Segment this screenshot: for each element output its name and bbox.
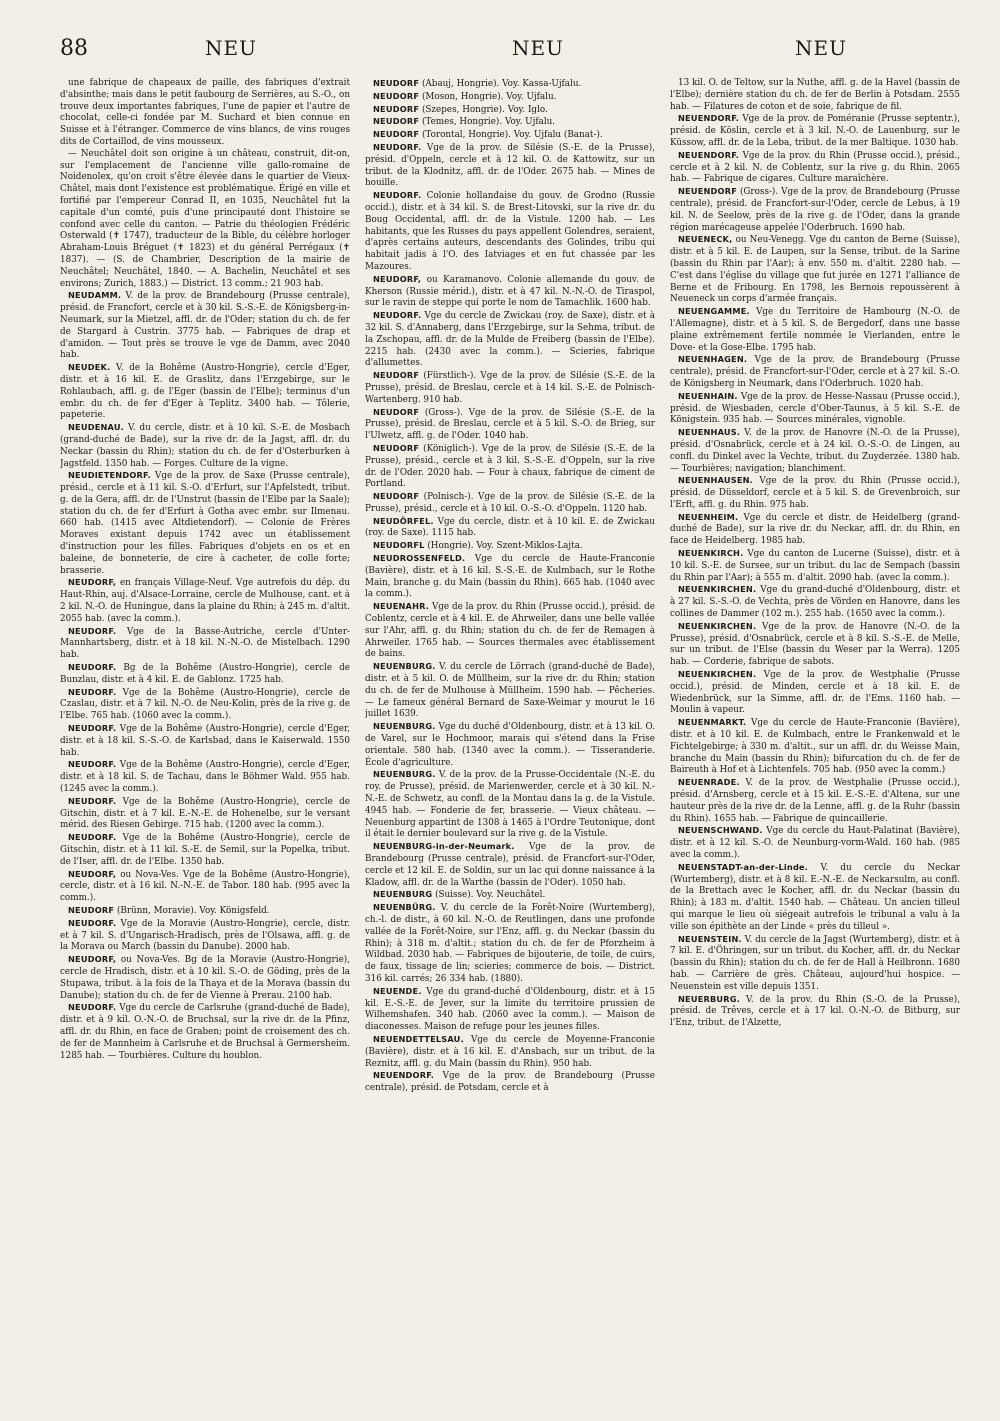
entry-text: V. de la prov. de la Prusse-Occidentale (N.-E. du roy. de Prusse), présid. de Marienwerder, cercle et à 30 kil. N.-N.-E. de Schwetz, au confl. de la Montau dans la g. de la Vistule. 4945 hab. — Fonderie de fer, brasserie. — Vieux château. — Neuenburg appartint de 1308 à 1465 à l'Ordre Teutonique, dont il était le dernier boulevard sur la rive g. de la Vistule. <box>365 770 655 840</box>
entry-text: Vge du Territoire de Hambourg (N.-O. de l'Allemagne), distr. et à 5 kil. S. de Bergedorf, dans une basse plaine extrêmement fertile nommée le Vierlanden, entre le Dove- et la Gose-Elbe. 1795 hab. <box>670 307 960 353</box>
entry-text: V. de la Bohême (Austro-Hongrie), cercle d'Eger, distr. et à 16 kil. E. de Graslitz, dans l'Erzgebirge, sur le Rohlaubach, affl. g. de l'Eger (bassin de l'Elbe); terminus d'un embr. du ch. de fer d'Eger à Teplitz. 3400 hab. — Tôlerie, papeterie. <box>60 363 350 421</box>
entry-text: Vge du cercle du Haut-Palatinat (Bavière), distr. et à 12 kil. S.-O. de Neunburg-vorm-Wald. 160 hab. (985 avec la comm.). <box>670 826 960 860</box>
dictionary-entry <box>60 78 350 149</box>
entry-headword: NEUDORF. <box>373 141 422 152</box>
dictionary-entry <box>365 274 655 310</box>
dictionary-entry <box>670 186 960 234</box>
entry-text: (Torontal, Hongrie). Voy. Ujfalu (Banat-). <box>421 130 603 141</box>
entry-text: Vge du cercle de Haute-Franconie (Bavière), distr. et à 10 kil. E. de Kulmbach, entre le Frankenwald et le Fichtelgebirge; à 330 m. d'altit., sur un affl. dr. du Weisse Main, branche du Main (bassin du Rhin); bifurcation du ch. de fer de Baireuth à Hof et à Lichtenfels. 705 hab. (950 avec la comm.) <box>670 718 960 776</box>
dictionary-entry <box>670 717 960 777</box>
entry-headword: NEUDORF. <box>373 190 422 201</box>
entry-headword: NEUENAHR. <box>373 601 430 612</box>
entry-headword: NEUDORF <box>373 116 420 127</box>
entry-text: (Gross-). Vge de la prov. de Silésie (S.-E. de la Prusse), présid. de Breslau, cercle et à 5 kil. S.-O. de Brieg, sur l'Ulwetz, affl. g. de l'Oder. 1040 hab. <box>365 407 655 442</box>
dictionary-columns <box>60 78 960 1398</box>
entry-headword: NEUENBURG. <box>373 769 436 780</box>
entry-headword: NEUENDORF <box>678 186 737 197</box>
dictionary-entry <box>670 862 960 934</box>
entry-text: Vge de la Bohême (Austro-Hongrie), cercle de Czaslau, distr. et à 7 kil. N.-O. de Neu-Kolin, près de la rive g. de l'Elbe. 765 hab. (1060 avec la comm.). <box>60 687 350 722</box>
dictionary-entry <box>60 422 350 470</box>
entry-headword: NEUENGAMME. <box>678 306 750 317</box>
dictionary-entry <box>365 540 655 553</box>
entry-text: Vge du duché d'Oldenbourg, distr. et à 13 kil. O. de Varel, sur le Hochmoor, marais qui s'étend dans la Frise orientale. 580 hab. (1340 avec la comm.). — Tisseranderie. École d'agriculture. <box>365 722 655 768</box>
dictionary-entry <box>365 310 655 370</box>
entry-headword: NEUDORF. <box>68 917 117 928</box>
entry-headword: NEUDORF. <box>68 832 117 843</box>
entry-text: (Abauj, Hongrie). Voy. Kassa-Ujfalu. <box>421 79 582 89</box>
entry-headword: NEUDÖRFEL. <box>373 515 434 526</box>
dictionary-entry <box>670 234 960 306</box>
dictionary-entry <box>60 832 350 868</box>
entry-headword: NEUDORF <box>373 90 420 101</box>
entry-text: Vge du cercle, distr. et à 10 kil. E. de Zwickau (roy. de Saxe). 1115 hab. <box>365 516 655 539</box>
entry-headword: NEUENBURG-in-der-Neumark. <box>373 841 515 852</box>
entry-text: Vge de la prov. de Brandebourg (Prusse centrale), présid. de Francfort-sur-l'Oder, cercle et 12 kil. E. de Soldin, sur un lac qui donne naissance à la Kladow, affl. dr. de la Warthe (bassin de l'Oder). 1050 hab. <box>365 842 655 888</box>
entry-headword: NEUDORFL <box>373 540 425 551</box>
entry-headword: NEUENSCHWAND. <box>678 825 763 836</box>
entry-text: Vge de la prov. de Westphalie (Prusse occid.), présid. de Minden, cercle et à 18 kil. E. de Wiedenbrück, sur la Simme, affl. dr. de l'Ems. 1160 hab. — Moulin à vapeur. <box>670 670 960 716</box>
dictionary-entry <box>60 470 350 577</box>
running-header <box>60 36 960 76</box>
entry-text: Vge du cercle de Moyenne-Franconie (Bavière), distr. et à 16 kil. E. d'Ansbach, sur un tribut. de la Reznitz, affl. g. du Main (bassin du Rhin). 950 hab. <box>365 1034 655 1069</box>
entry-text: Vge de la prov. du Rhin (Prusse occid.), présid. de Düsseldorf, cercle et à 5 kil. S. de Grevenbroich, sur l'Erft, affl. g. du Rhin. 975 hab. <box>670 476 960 510</box>
entry-text: V. du cercle de Lörrach (grand-duché de Bade), distr. et à 5 kil. O. de Müllheim, sur la rive dr. du Rhin; station du ch. de fer de Mulhouse à Müllheim. 1590 hab. — Pêcheries. — Le fameux général Bernard de Saxe-Weimar y mourut le 16 juillet 1639. <box>365 662 655 720</box>
entry-headword: NEUDORF. <box>68 662 117 673</box>
dictionary-entry <box>365 1034 655 1070</box>
dictionary-entry <box>365 443 655 491</box>
entry-text: Vge de la Moravie (Austro-Hongrie), cercle, distr. et à 7 kil. S. d'Ungarisch-Hradisch, près de l'Olsawa, affl. g. de la Morava ou March (bassin du Danube). 2000 hab. <box>60 918 350 953</box>
dictionary-entry <box>60 362 350 422</box>
entry-text: une fabrique de chapeaux de paille, des fabriques d'extrait d'absinthe; mais dans le petit faubourg de Serrières, au S.-O., on trouve deux importantes fabriques, l'une de papier et l'autre de chocolat, celle-ci fondée par M. Suchard et bien connue en Suisse et à l'étranger. Commerce de vins blancs, de vins rouges dits de Cortaillod, de vins mousseux. <box>60 78 350 147</box>
entry-text: (Suisse). Voy. Neuchâtel. <box>435 890 546 901</box>
entry-text: Vge de la Bohême (Austro-Hongrie), cercle de Gitschin, distr. et à 11 kil. S.-E. de Semil, sur la Popelka, tribut. de l'Iser, affl. dr. de l'Elbe. 1350 hab. <box>60 833 350 867</box>
dictionary-entry <box>365 601 655 661</box>
dictionary-entry <box>60 577 350 625</box>
entry-headword: NEUDEK. <box>68 362 111 373</box>
dictionary-entry <box>670 475 960 511</box>
entry-headword: NEUDORF, <box>373 273 422 284</box>
entry-text: (Temes, Hongrie). Voy. Ujfalu. <box>421 117 556 128</box>
dictionary-entry <box>670 150 960 186</box>
dictionary-entry <box>365 190 655 274</box>
entry-text: Vge de la prov. de Brandebourg (Prusse centrale), présid. de Potsdam, cercle et à <box>365 1071 655 1094</box>
entry-text: V. de la prov. de Westphalie (Prusse occid.), présid. d'Arnsberg, cercle et à 15 kil. E.-S.-E. d'Altena, sur une hauteur près de la rive dr. de la Lenne, affl. g. de la Ruhr (bassin du Rhin). 1655 hab. — Fabrique de quincaillerie. <box>670 778 960 824</box>
dictionary-entry <box>365 516 655 541</box>
entry-text: Bg de la Bohême (Austro-Hongrie), cercle de Bunzlau, distr. et à 4 kil. E. de Gablonz. 1725 hab. <box>60 663 350 685</box>
entry-text: (Moson, Hongrie). Voy. Ujfalu. <box>421 91 557 102</box>
header-word-center: NEU <box>512 36 564 60</box>
entry-headword: NEUENDETTELSAU. <box>373 1033 464 1044</box>
dictionary-entry <box>365 986 655 1034</box>
dictionary-entry <box>365 721 655 769</box>
entry-text: Colonie hollandaise du gouv. de Grodno (Russie occid.), distr. et à 34 kil. S. de Brest-Litovski, sur la rive dr. du Boug Occidental, affl. dr. de la Vistule. 1200 hab. — Les habitants, que les Russes du pays appellent Golendres, seraient, d'après certains auteurs, descendants des Golindes, tribu qui habitait jadis à l'O. des Iatviages et en fut chassée par les Mazoures. <box>365 191 655 272</box>
dictionary-entry <box>60 662 350 687</box>
dictionary-entry <box>670 427 960 475</box>
dictionary-entry <box>365 841 655 889</box>
entry-headword: NEUDORF <box>373 103 420 114</box>
entry-headword: NEUENKIRCHEN. <box>678 584 757 595</box>
entry-headword: NEUENKIRCHEN. <box>678 620 757 631</box>
dictionary-entry <box>670 584 960 620</box>
dictionary-entry <box>365 491 655 516</box>
dictionary-entry <box>365 370 655 406</box>
entry-text: Vge du grand-duché d'Oldenbourg, distr. et à 15 kil. E.-S.-E. de Jever, sur la limite du territoire prussien de Wilhemshafen. 340 hab. (2060 avec la comm.). — Maison de diaconesses. Maison de refuge pour les jeunes filles. <box>365 986 655 1033</box>
entry-text: Vge du canton de Lucerne (Suisse), distr. et à 10 kil. S.-E. de Sursee, sur un tribut. du lac de Sempach (bassin du Rhin par l'Aar); à 555 m. d'altit. 2090 hab. (avec la comm.). <box>670 549 960 583</box>
entry-text: Vge de la Bohême (Austro-Hongrie), cercle de Gitschin, distr. et à 7 kil. E.-N.-E. de Hohenelbe, sur le versant mérid. des Riesen Gebirge. 715 hab. (1200 avec la comm.). <box>60 796 350 831</box>
header-word-left: NEU <box>205 36 257 60</box>
entry-headword: NEUDORF. <box>68 723 117 734</box>
entry-headword: NEUDORF. <box>68 759 117 770</box>
entry-headword: NEUENBURG. <box>373 721 436 732</box>
dictionary-entry <box>365 407 655 443</box>
entry-text: en français Village-Neuf. Vge autrefois du dép. du Haut-Rhin, auj. d'Alsace-Lorraine, cercle de Mulhouse, cant. et à 2 kil. N.-O. de Huningue, dans la plaine du Rhin; à 245 m. d'altit. 2055 hab. (avec la comm.). <box>60 578 350 624</box>
entry-headword: NEUDORF <box>68 904 115 915</box>
entry-headword: NEUENDORF. <box>373 1070 435 1081</box>
dictionary-entry <box>365 889 655 902</box>
entry-text: Vge de la Bohême (Austro-Hongrie), cercle d'Eger, distr. et à 18 kil. S.-S.-O. de Karlsbad, dans le Kaiserwald. 1550 hab. <box>60 724 350 758</box>
dictionary-entry <box>670 669 960 717</box>
entry-headword: NEUDORF. <box>68 1002 117 1013</box>
entry-headword: NEUENMARKT. <box>678 717 747 728</box>
entry-headword: NEUDAMM. <box>68 290 122 301</box>
entry-headword: NEUENSTADT-an-der-Linde. <box>678 861 809 872</box>
entry-text: 13 kil. O. de Teltow, sur la Nuthe, affl. g. de la Havel (bassin de l'Elbe); dernière station du ch. de fer de Berlin à Potsdam. 2555 hab. — Filatures de coton et de soie, fabrique de fil. <box>670 78 960 112</box>
entry-headword: NEUENBÜRG. <box>373 902 436 913</box>
entry-headword: NEUENDE. <box>373 985 422 996</box>
dictionary-entry <box>670 548 960 584</box>
entry-headword: NEUENBURG <box>373 889 433 900</box>
entry-headword: NEUENSTEIN. <box>678 933 742 944</box>
entry-text: Vge de la prov. de Hesse-Nassau (Prusse occid.), présid. de Wiesbaden, cercle d'Ober-Taunus, à 5 kil. S.-E. de Königstein. 935 hab. — Sources minérales, vignoble. <box>670 391 960 426</box>
column-left <box>60 78 350 1398</box>
dictionary-entry <box>60 759 350 795</box>
dictionary-entry <box>365 661 655 721</box>
column-right <box>670 78 960 1398</box>
dictionary-entry <box>60 290 350 362</box>
entry-headword: NEUENECK, <box>678 234 733 245</box>
entry-text: V. de la prov. de Hanovre (N.-O. de la Prusse), présid. d'Osnabrück, cercle et à 24 kil. O.-S.-O. de Lingen, au confl. du Dinkel avec la Vechte, tribut. du Zuyderzée. 1380 hab. — Tourbières; navigation; blanchiment. <box>670 428 960 474</box>
entry-text: (Fürstlich-). Vge de la prov. de Silésie (S.-E. de la Prusse), présid. de Breslau, cercle et à 14 kil. S.-E. de Polnisch-Wartenberg. 910 hab. <box>365 371 655 405</box>
entry-headword: NEUDORF <box>373 406 420 417</box>
entry-headword: NEUENKIRCHEN. <box>678 669 757 680</box>
entry-text: Vge du grand-duché d'Oldenbourg, distr. et à 27 kil. S.-S.-O. de Vechta, près de Vörden en Hanovre, dans les collines de Dammer (102 m.). 255 hab. (1650 avec la comm.). <box>670 585 960 620</box>
dictionary-entry <box>365 142 655 190</box>
entry-text: Vge de la prov. de Poméranie (Prusse septentr.), présid. de Köslin, cercle et à 3 kil. N.-O. de Lauenburg, sur le Küssow, affl. dr. de la Leba, tribut. de la mer Baltique. 1030 hab. <box>670 114 960 148</box>
dictionary-entry <box>365 769 655 841</box>
dictionary-entry <box>670 512 960 548</box>
entry-text: V. de la prov. de Brandebourg (Prusse centrale), présid. de Francfort, cercle et à 30 kil. S.-S.-E. de Königsberg-in-Neumark, sur la Mietzel, affl. dr. de l'Oder; station du ch. de fer de Stargard à Custrin. 3775 hab. — Fabriques de drap et d'amidon. — Tout près se trouve le vge de Damm, avec 2040 hab. <box>60 291 350 361</box>
entry-headword: NEUENRADE. <box>678 777 740 788</box>
entry-headword: NEUDORF. <box>68 686 117 697</box>
dictionary-entry <box>365 104 655 117</box>
entry-headword: NEUDORF <box>373 78 420 88</box>
dictionary-entry <box>670 825 960 861</box>
dictionary-entry <box>670 934 960 994</box>
entry-headword: NEUDORF. <box>68 795 117 806</box>
entry-headword: NEUDORF <box>373 442 420 453</box>
entry-headword: NEUDENAU. <box>68 422 124 433</box>
entry-text: (Gross-). Vge de la prov. de Brandebourg (Prusse centrale), présid. de Francfort-sur-l'Oder, cercle de Lebus, à 19 kil. N. de Seelow, près de la rive g. de l'Oder, dans la grande région marécageuse appelée l'Oderbruch. 1690 hab. <box>670 187 960 233</box>
entry-text: ou Neu-Venegg. Vge du canton de Berne (Suisse), distr. et à 5 kil. E. de Laupen, sur la Sense, tribut. de la Sarine (bassin du Rhin par l'Aar); à env. 550 m. d'altit. 2280 hab. — C'est dans l'église du village que fut jurée en 1271 l'alliance de Berne et de Fribourg. En 1798, les Bernois repoussèrent à Neueneck un corps d'armée français. <box>670 235 960 305</box>
entry-text: V. du cercle du Neckar (Wurtemberg), distr. et à 8 kil. E.-N.-E. de Neckarsulm, au confl. de la Brettach avec le Kocher, affl. dr. du Neckar (bassin du Rhin); à 183 m. d'altit. 1540 hab. — Château. Un ancien tilleul qui marque le lieu où siégeait autrefois le tribunal a valu à la ville son épithète an der Linde « près du tilleul ». <box>670 862 960 932</box>
dictionary-entry <box>60 869 350 905</box>
entry-headword: NEUDIETENDORF. <box>68 470 151 481</box>
dictionary-entry <box>670 777 960 825</box>
entry-headword: NEUERBURG. <box>678 993 741 1004</box>
entry-headword: NEUENHAUS. <box>678 427 741 438</box>
entry-text: — Neuchâtel doit son origine à un château, construit, dit-on, sur l'emplacement de l'ancienne ville gallo-romaine de Noidenolex, qu'on croit s'être élevée dans le quartier de Vieux-Châtel, mais dont l'existence est problématique. Érigé en ville et fortifié par l'empereur Conrad II, en 1035, Neuchâtel fut la capitale d'un comté, puis d'une principauté dont l'histoire se confond avec celle du canton. — Patrie du théologien Frédéric Osterwald (✝ 1747), traducteur de la Bible, du célèbre horloger Abraham-Louis Bréguet (✝ 1823) et du général Perrégaux (✝ 1837). — (S. de Chambrier, Description de la mairie de Neuchâtel; Neuchâtel, 1840. — A. Bachelin, Neuchâtel et ses environs; Zurich, 1883.) — District. 13 comm.; 21 903 hab. <box>60 148 350 289</box>
entry-headword: NEUENHAUSEN. <box>678 475 753 486</box>
entry-text: (Königlich-). Vge de la prov. de Silésie (S.-E. de la Prusse), présid., cercle et à 3 kil. S.-S.-E. d'Oppeln, sur la rive dr. de l'Oder. 2020 hab. — Four à chaux, fabrique de ciment de Portland. <box>365 443 655 490</box>
entry-headword: NEUENDORF. <box>678 113 740 124</box>
dictionary-entry <box>365 116 655 129</box>
dictionary-entry <box>670 78 960 113</box>
entry-text: ou Nova-Ves. Bg de la Moravie (Austro-Hongrie), cercle de Hradisch, distr. et à 10 kil. S.-O. de Göding, près de la Stupawa, tribut. à la fois de la Thaya et de la Morava (bassin du Danube); station du ch. de fer de Vienne à Prerau. 2100 hab. <box>60 955 350 1001</box>
dictionary-entry <box>670 391 960 427</box>
entry-headword: NEUDORF <box>373 129 420 140</box>
entry-headword: NEUDORF. <box>68 625 117 636</box>
entry-text: Vge du cercle de Zwickau (roy. de Saxe), distr. et à 32 kil. S. d'Annaberg, dans l'Erzgebirge, sur la Sehma, tribut. de la Zschopau, affl. dr. de la Mulde de Freiberg (bassin de l'Elbe). 2215 hab. (2430 avec la comm.). — Scieries, fabrique d'allumettes. <box>365 311 655 369</box>
entry-text: (Szepes, Hongrie). Voy. Iglo. <box>421 104 548 115</box>
entry-text: Vge de la prov. de Silésie (S.-E. de la Prusse), présid. d'Oppeln, cercle et à 12 kil. O. de Kattowitz, sur un tribut. de la Klodnitz, affl. dr. de l'Oder. 2675 hab. — Mines de houille. <box>365 142 655 189</box>
entry-headword: NEUENDORF. <box>678 149 740 160</box>
entry-text: Vge de la Bohême (Austro-Hongrie), cercle d'Eger, distr. et à 18 kil. S. de Tachau, dans le Böhmer Wald. 955 hab. (1245 avec la comm.). <box>60 760 350 795</box>
entry-headword: NEUDORF, <box>68 577 117 588</box>
dictionary-entry <box>365 78 655 91</box>
entry-text: Vge du cercle de Haute-Franconie (Bavière), distr. et à 16 kil. S.-S.-E. de Kulmbach, sur le Rothe Main, branche g. du Main (bassin du Rhin). 665 hab. (1040 avec la comm.). <box>365 554 655 600</box>
entry-headword: NEUENBURG. <box>373 661 436 672</box>
dictionary-entry <box>60 796 350 832</box>
entry-text: ou Nova-Ves. Vge de la Bohême (Austro-Hongrie), cercle, distr. et à 16 kil. N.-N.-E. de Tabor. 180 hab. (995 avec la comm.). <box>60 869 350 904</box>
dictionary-entry <box>670 306 960 354</box>
dictionary-entry <box>670 621 960 669</box>
entry-headword: NEUDORF <box>373 491 420 502</box>
dictionary-entry <box>670 113 960 149</box>
dictionary-entry <box>365 553 655 601</box>
entry-text: ou Karamanovo. Colonie allemande du gouv. de Kherson (Russie mérid.), distr. et à 47 kil. N.-N.-O. de Tiraspol, sur le ravin de steppe qui porte le nom de Tamachlik. 1600 hab. <box>365 274 655 309</box>
entry-text: Vge de la prov. du Rhin (Prusse occid.), présid., cercle et à 2 kil. N. de Coblentz, sur la rive g. du Rhin. 2065 hab. — Fabrique de cigares. Culture maraîchère. <box>670 150 960 185</box>
dictionary-entry <box>60 149 350 291</box>
entry-text: (Brünn, Moravie). Voy. Königsfeld. <box>116 905 270 916</box>
dictionary-entry <box>670 354 960 390</box>
column-middle <box>365 78 655 1398</box>
entry-text: (Hongrie). Voy. Szent-Miklos-Lajta. <box>427 541 583 552</box>
entry-headword: NEUDORF, <box>68 868 117 879</box>
entry-headword: NEUENHEIM. <box>678 511 739 522</box>
entry-text: (Polnisch-). Vge de la prov. de Silésie (S.-E. de la Prusse), présid., cercle et à 10 kil. O.-S.-O. d'Oppeln. 1120 hab. <box>365 492 655 514</box>
entry-text: V. du cercle de la Forêt-Noire (Wurtemberg), ch.-l. de distr., à 60 kil. N.-O. de Reutlingen, dans une profonde vallée de la Forêt-Noire, sur l'Enz, affl. g. du Neckar (bassin du Rhin); à 318 m. d'altit.; station du ch. de fer de Pforzheim à Wildbad. 2030 hab. — Fabriques de bijouterie, de toile, de cuirs, de faux, tissage de lin; scieries; commerce de bois. — District. 316 kil. carrés; 26 334 hab. (1880). <box>365 903 655 984</box>
dictionary-entry <box>60 918 350 954</box>
header-word-right: NEU <box>795 36 847 60</box>
dictionary-entry <box>670 994 960 1030</box>
dictionary-entry <box>60 905 350 918</box>
dictionary-entry <box>60 1002 350 1062</box>
entry-text: Vge de la prov. de Hanovre (N.-O. de la Prusse), présid. d'Osnabrück, cercle et à 8 kil. S.-S.-E. de Melle, sur un tribut. de l'Else (bassin du Weser par la Werra). 1205 hab. — Corderie, fabrique de sabots. <box>670 621 960 668</box>
entry-headword: NEUENHAGEN. <box>678 354 748 365</box>
dictionary-entry <box>60 723 350 759</box>
entry-text: Vge du cercle de Carlsruhe (grand-duché de Bade), distr. et à 9 kil. O.-N.-O. de Bruchsal, sur la rive dr. de la Pfinz, affl. dr. du Rhin, en face de Graben; point de croisement des ch. de fer de Mannheim à Carlsruhe et de Bruchsal à Germersheim. 1285 hab. — Tourbières. Culture du houblon. <box>60 1003 350 1061</box>
page-number: 88 <box>60 36 88 61</box>
entry-text: V. du cercle, distr. et à 10 kil. S.-E. de Mosbach (grand-duché de Bade), sur la rive dr. de la Jagst, affl. dr. du Neckar (bassin du Rhin); station du ch. de fer d'Osterburken à Jagstfeld. 1350 hab. — Forges. Culture de la vigne. <box>60 423 350 469</box>
dictionary-entry <box>365 902 655 986</box>
entry-text: V. de la prov. du Rhin (S.-O. de la Prusse), présid. de Trêves, cercle et à 17 kil. O.-N.-O. de Bitburg, sur l'Enz, tribut. de l'Alzette, <box>670 994 960 1029</box>
entry-headword: NEUDROSSENFELD. <box>373 553 466 564</box>
entry-text: Vge de la prov. de Brandebourg (Prusse centrale), présid. de Francfort-sur-l'Oder, cercle et à 27 kil. S.-O. de Königsberg in Neumark, dans l'Oderbruch. 1020 hab. <box>670 355 960 389</box>
entry-headword: NEUENKIRCH. <box>678 548 744 559</box>
entry-text: V. du cercle de la Jagst (Wurtemberg), distr. et à 7 kil. E. d'Öhringen, sur un tribut. du Kocher, affl. dr. du Neckar (bassin du Rhin); station du ch. de fer de Hall à Heilbronn. 1680 hab. — Carrière de grès. Château, aujourd'hui hospice. — Neuenstein est ville depuis 1351. <box>670 934 960 992</box>
dictionary-entry <box>365 129 655 142</box>
dictionary-entry <box>365 1070 655 1095</box>
dictionary-entry <box>365 91 655 104</box>
entry-headword: NEUDORF, <box>68 954 117 965</box>
entry-headword: NEUDORF. <box>373 310 422 321</box>
dictionary-entry <box>60 626 350 662</box>
entry-headword: NEUENHAIN. <box>678 390 738 401</box>
entry-text: Vge de la Basse-Autriche, cercle d'Unter-Mannhartsberg, distr. et à 18 kil. N.-N.-O. de Mistelbach. 1290 hab. <box>60 626 350 661</box>
entry-text: Vge de la prov. du Rhin (Prusse occid.), présid. de Coblentz, cercle et à 4 kil. E. de Ahrweiler, dans une belle vallée sur l'Ahr, affl. g. du Rhin; station du ch. de fer de Remagen à Ahrweiler. 1765 hab. — Sources thermales avec établissement de bains. <box>365 602 655 660</box>
entry-headword: NEUDORF <box>373 370 420 381</box>
dictionary-entry <box>60 954 350 1002</box>
entry-text: Vge de la prov. de Saxe (Prusse centrale), présid., cercle et à 11 kil. S.-O. d'Erfurt, sur l'Apfelstedt, tribut. g. de la Gera, affl. dr. de l'Unstrut (bassin de l'Elbe par la Saale); station du ch. de fer d'Erfurt à Gotha avec embr. sur Ilmenau. 660 hab. (1415 avec Altdietendorf). — Colonie de Frères Moraves existant depuis 1742 avec un établissement d'instruction pour les filles. Fabriques d'objets en os et en baleine, de bonneterie, de cire à cacheter, de colle forte; brasserie. <box>60 471 350 576</box>
entry-text: Vge du cercle et distr. de Heidelberg (grand-duché de Bade), sur la rive dr. du Neckar, affl. dr. du Rhin, en face de Heidelberg. 1985 hab. <box>670 512 960 547</box>
dictionary-entry <box>60 687 350 723</box>
